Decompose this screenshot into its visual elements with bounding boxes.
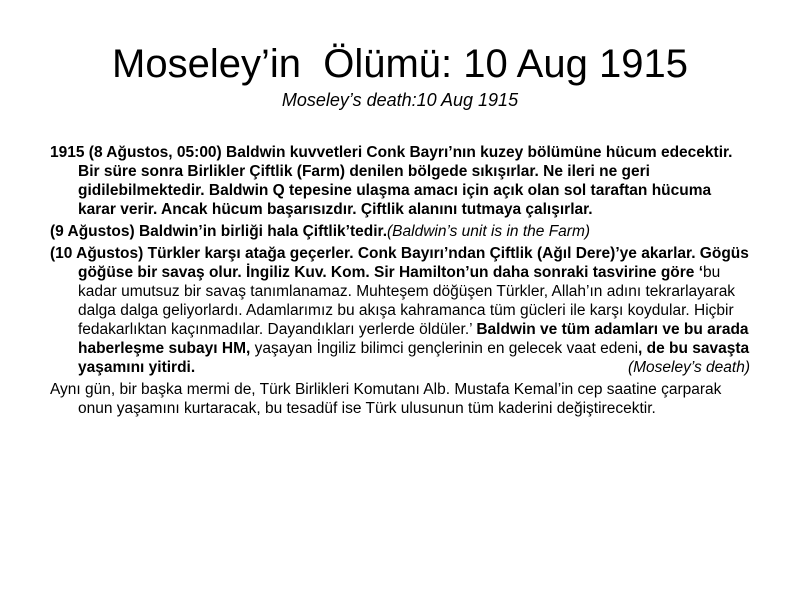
paragraph-aug-10-translation: (Moseley’s death) (627, 359, 750, 376)
paragraph-aug-10-bold-3: , de bu savaşta yaşamını yitirdi. (78, 340, 750, 376)
paragraph-aug-10-quote: bu kadar umutsuz bir savaş tanımlanamaz. Muhteşem döğüşen Türkler, Allah’ın adını tekrarlayarak dalga dalga geliyorlardı. Adamlarımız bu akışa kahramanca tüm gücleri ile karşı koydular. Hiçbir fedakarlıktan kaçınmadılar. Dayandıkları yerlerde öldüler.’ (78, 264, 736, 338)
paragraph-aug-8 (50, 143, 750, 219)
paragraph-aug-10-bold-2: Baldwin ve tüm adamları ve bu arada haberleşme subayı HM, (78, 321, 749, 357)
slide-subtitle: Moseley’s death:10 Aug 1915 (281, 90, 519, 110)
paragraph-aug-9-translation: (Baldwin’s unit is in the Farm) (387, 223, 591, 240)
paragraph-same-day-text: Aynı gün, bir başka mermi de, Türk Birlikleri Komutanı Alb. Mustafa Kemal’in cep saatine çarparak onun yaşamını kurtaracak, bu tesadüf ise Türk ulusunun tüm kaderini değiştirecektir. (50, 381, 722, 417)
paragraph-aug-10-normal-2: yaşayan İngiliz bilimci gençlerinin en gelecek vaat edeni (254, 340, 639, 357)
slide-title: Moseley’in Ölümü: 10 Aug 1915 (112, 42, 688, 86)
slide-body (50, 143, 750, 421)
paragraph-aug-9 (50, 222, 750, 241)
paragraph-same-day (50, 380, 750, 418)
paragraph-aug-10 (50, 244, 750, 377)
paragraph-aug-9-text: (9 Ağustos) Baldwin’in birliği hala Çiftlik’tedir. (50, 223, 388, 240)
paragraph-aug-10-bold-1: (10 Ağustos) Türkler karşı atağa geçerler. Conk Bayırı’ndan Çiftlik (Ağıl Dere)’ye akarlar. Gögüs göğüse bir savaş olur. İngiliz Kuv. Kom. Sir Hamilton’un daha sonraki tasvirine göre ‘ (50, 245, 749, 281)
paragraph-aug-8-text: 1915 (8 Ağustos, 05:00) Baldwin kuvvetleri Conk Bayrı’nın kuzey bölümüne hücum edecektir. Bir süre sonra Birlikler Çiftlik (Farm) denilen bölgede sıkışırlar. Ne ileri ne geri gidilebilmektedir. Baldwin Q tepesine ulaşma amacı için açık olan sol taraftan hücuma karar verir. Ancak hücum başarısızdır. Çiftlik alanını tutmaya çalışırlar. (50, 144, 733, 218)
